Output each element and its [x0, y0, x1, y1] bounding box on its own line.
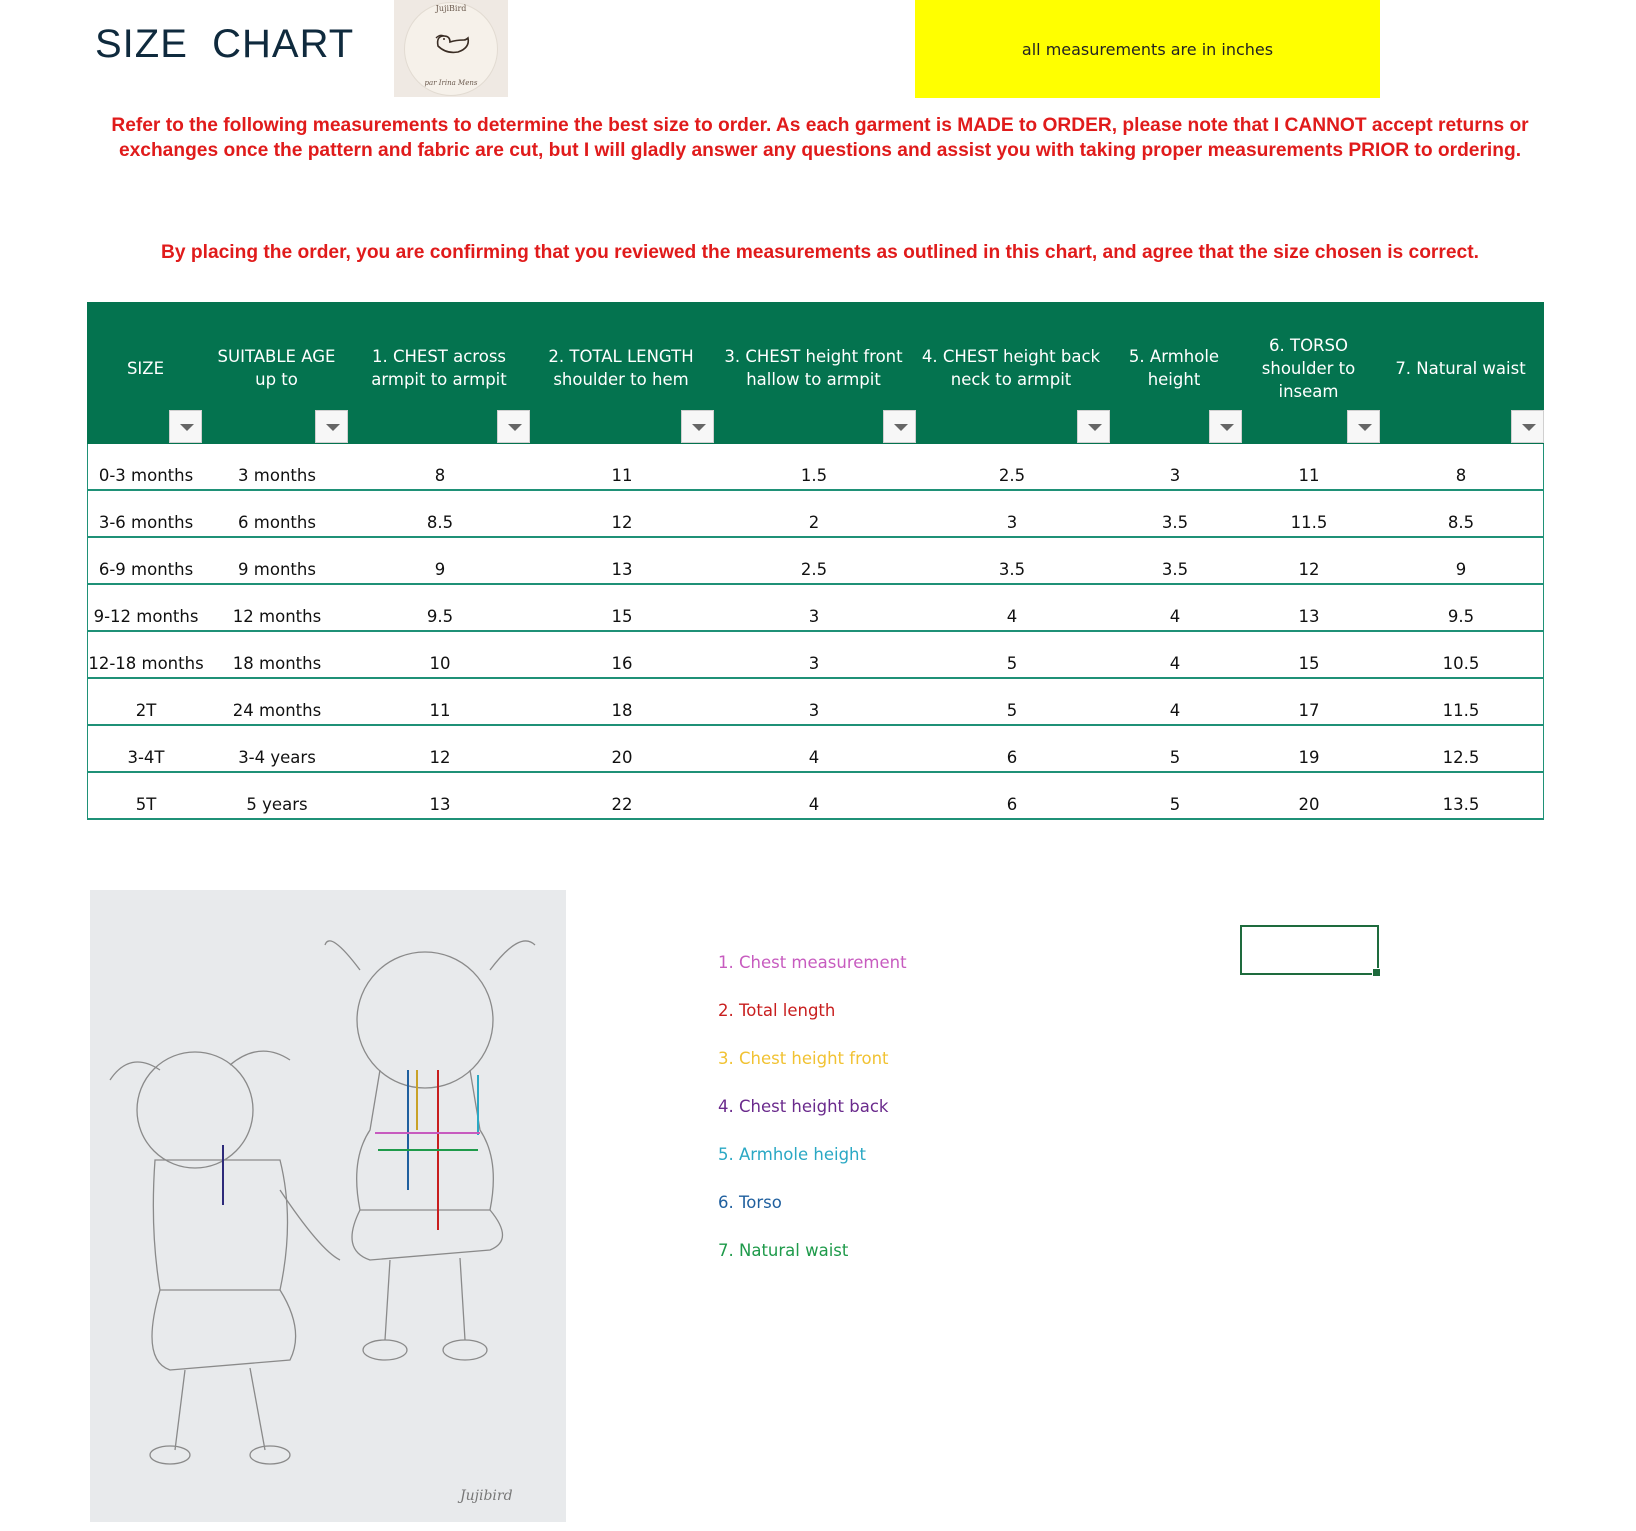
table-cell[interactable]: 8	[1455, 466, 1467, 485]
filter-dropdown-chest[interactable]	[497, 410, 530, 443]
table-cell[interactable]: 13	[429, 795, 451, 814]
table-cell[interactable]: 4	[1006, 607, 1018, 626]
measurement-sketch	[90, 890, 566, 1522]
table-cell[interactable]: 12.5	[1442, 748, 1480, 767]
table-row	[88, 679, 1543, 726]
table-cell[interactable]: 8.5	[1447, 513, 1475, 532]
order-notice: Refer to the following measurements to determine the best size to order. As each garment is MADE to ORDER, please note that I CANNOT accept returns or exchanges once the pattern and fabric are cut, but I will gladly answer any questions and assist you with taking proper measurements PRIOR to ordering.	[111, 115, 1529, 161]
table-cell[interactable]: 19	[1298, 748, 1320, 767]
table-cell[interactable]: 10.5	[1442, 654, 1480, 673]
logo-signature-text: par Irina Mens	[424, 79, 478, 87]
table-header	[87, 302, 1544, 444]
table-cell[interactable]: 12 months	[232, 607, 322, 626]
table-cell[interactable]: 3	[808, 654, 820, 673]
page-title: SIZE CHART	[95, 22, 355, 66]
table-cell[interactable]: 13.5	[1442, 795, 1480, 814]
filter-dropdown-waist[interactable]	[1511, 410, 1544, 443]
table-cell[interactable]: 3	[808, 607, 820, 626]
table-cell[interactable]: 0-3 months	[98, 466, 194, 485]
table-cell[interactable]: 8	[434, 466, 446, 485]
table-cell[interactable]: 12	[429, 748, 451, 767]
table-cell[interactable]: 2	[808, 513, 820, 532]
table-cell[interactable]: 20	[1298, 795, 1320, 814]
legend-item: 4. Chest height back	[718, 1097, 889, 1116]
filter-dropdown-length[interactable]	[681, 410, 714, 443]
table-cell[interactable]: 1.5	[800, 466, 828, 485]
table-cell[interactable]: 24 months	[232, 701, 322, 720]
table-cell[interactable]: 16	[611, 654, 633, 673]
table-cell[interactable]: 4	[1169, 701, 1181, 720]
col-header-waist: 7. Natural waist	[1395, 358, 1526, 378]
filter-dropdown-chest-back[interactable]	[1077, 410, 1110, 443]
table-cell[interactable]: 11.5	[1290, 513, 1328, 532]
table-cell[interactable]: 18 months	[232, 654, 322, 673]
table-cell[interactable]: 3	[1006, 513, 1018, 532]
units-note: all measurements are in inches	[915, 0, 1380, 98]
table-cell[interactable]: 9	[434, 560, 446, 579]
col-header-chest: 1. CHEST across armpit to armpit	[371, 347, 507, 389]
table-cell[interactable]: 15	[1298, 654, 1320, 673]
legend-item: 5. Armhole height	[718, 1145, 866, 1164]
table-cell[interactable]: 18	[611, 701, 633, 720]
table-cell[interactable]: 9 months	[238, 560, 316, 579]
table-cell[interactable]: 12-18 months	[88, 654, 204, 673]
table-cell[interactable]: 3	[1169, 466, 1181, 485]
table-cell[interactable]: 5	[1169, 795, 1181, 814]
table-cell[interactable]: 6	[1006, 795, 1018, 814]
table-body	[87, 444, 1544, 820]
selected-cell[interactable]	[1240, 925, 1379, 975]
table-row	[88, 726, 1543, 773]
size-table	[87, 302, 1544, 820]
legend-item: 6. Torso	[718, 1193, 782, 1212]
legend-item: 1. Chest measurement	[718, 953, 907, 972]
table-cell[interactable]: 20	[611, 748, 633, 767]
table-cell[interactable]: 9.5	[426, 607, 454, 626]
logo-brand-text: JujiBird	[435, 4, 467, 13]
table-cell[interactable]: 4	[808, 748, 820, 767]
table-cell[interactable]: 4	[1169, 654, 1181, 673]
table-cell[interactable]: 10	[429, 654, 451, 673]
table-cell[interactable]: 5T	[135, 795, 157, 814]
table-cell[interactable]: 3	[808, 701, 820, 720]
table-row	[88, 773, 1543, 820]
table-row	[88, 585, 1543, 632]
confirm-notice: By placing the order, you are confirming that you reviewed the measurements as outlined in this chart, and agree that the size chosen is correct.	[161, 242, 1479, 263]
table-cell[interactable]: 5 years	[246, 795, 308, 814]
filter-dropdown-size[interactable]	[169, 410, 202, 443]
table-cell[interactable]: 17	[1298, 701, 1320, 720]
table-cell[interactable]: 3.5	[998, 560, 1026, 579]
table-row	[88, 632, 1543, 679]
table-cell[interactable]: 5	[1169, 748, 1181, 767]
col-header-size: SIZE	[126, 358, 165, 378]
table-cell[interactable]: 12	[611, 513, 633, 532]
legend-item: 3. Chest height front	[718, 1049, 889, 1068]
filter-dropdown-armhole[interactable]	[1209, 410, 1242, 443]
table-cell[interactable]: 3-4T	[127, 748, 165, 767]
table-cell[interactable]: 6-9 months	[98, 560, 194, 579]
legend-item: 2. Total length	[718, 1001, 836, 1020]
legend-item: 7. Natural waist	[718, 1241, 849, 1260]
table-cell[interactable]: 11.5	[1442, 701, 1480, 720]
table-cell[interactable]: 9.5	[1447, 607, 1475, 626]
table-cell[interactable]: 3-6 months	[98, 513, 194, 532]
table-cell[interactable]: 5	[1006, 654, 1018, 673]
table-cell[interactable]: 3 months	[238, 466, 316, 485]
table-row	[88, 491, 1543, 538]
table-cell[interactable]: 15	[611, 607, 633, 626]
table-cell[interactable]: 9-12 months	[93, 607, 199, 626]
brand-logo	[394, 0, 508, 97]
table-cell[interactable]: 8.5	[426, 513, 454, 532]
table-cell[interactable]: 11	[429, 701, 451, 720]
filter-dropdown-age[interactable]	[315, 410, 348, 443]
col-header-chest-back: 4. CHEST height back neck to armpit	[921, 347, 1101, 389]
table-cell[interactable]: 11	[1298, 466, 1320, 485]
table-cell[interactable]: 6	[1006, 748, 1018, 767]
table-cell[interactable]: 2.5	[998, 466, 1026, 485]
table-row	[88, 444, 1543, 491]
filter-dropdown-torso[interactable]	[1347, 410, 1380, 443]
table-row	[88, 538, 1543, 585]
table-cell[interactable]: 3-4 years	[238, 748, 316, 767]
table-cell[interactable]: 22	[611, 795, 633, 814]
table-cell[interactable]: 12	[1298, 560, 1320, 579]
table-cell[interactable]: 3.5	[1161, 560, 1189, 579]
table-cell[interactable]: 11	[611, 466, 633, 485]
table-cell[interactable]: 9	[1455, 560, 1467, 579]
table-cell[interactable]: 2.5	[800, 560, 828, 579]
table-cell[interactable]: 5	[1006, 701, 1018, 720]
col-header-chest-front: 3. CHEST height front hallow to armpit	[724, 347, 903, 389]
table-cell[interactable]: 4	[1169, 607, 1181, 626]
table-cell[interactable]: 2T	[135, 701, 157, 720]
duck-icon	[430, 28, 472, 58]
table-cell[interactable]: 4	[808, 795, 820, 814]
table-cell[interactable]: 13	[1298, 607, 1320, 626]
table-cell[interactable]: 3.5	[1161, 513, 1189, 532]
col-header-length: 2. TOTAL LENGTH shoulder to hem	[548, 347, 694, 389]
child-sketch-illustration	[90, 890, 566, 1522]
sketch-signature: Jujibird	[460, 1488, 513, 1504]
col-header-armhole: 5. Armhole height	[1128, 347, 1220, 389]
col-header-torso: 6. TORSO shoulder to inseam	[1261, 335, 1356, 401]
table-cell[interactable]: 6 months	[238, 513, 316, 532]
table-cell[interactable]: 13	[611, 560, 633, 579]
col-header-age: SUITABLE AGE up to	[217, 347, 336, 389]
filter-dropdown-chest-front[interactable]	[883, 410, 916, 443]
